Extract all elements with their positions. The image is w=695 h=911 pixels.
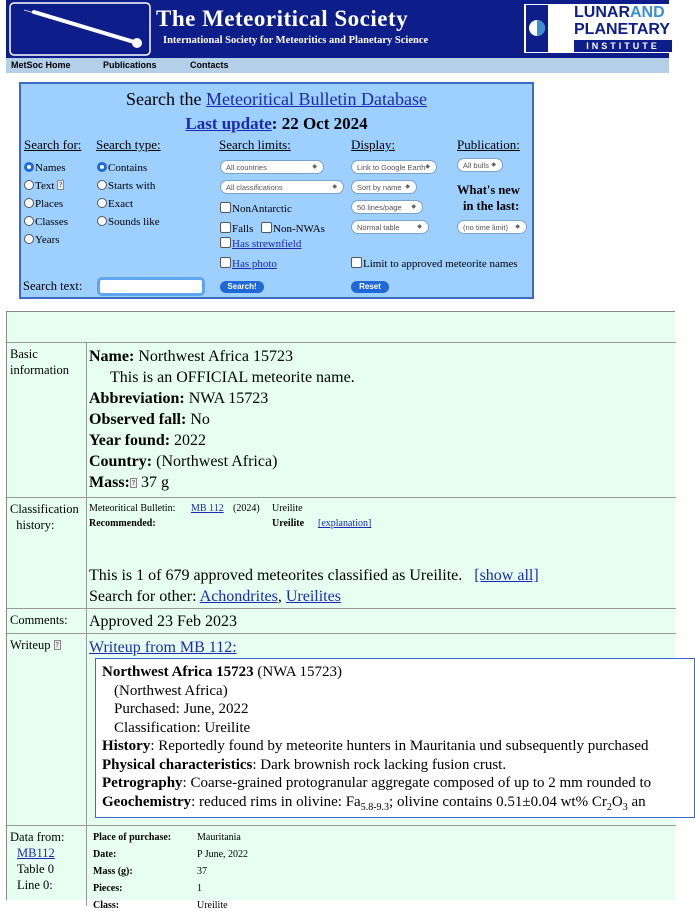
classification-values: Meteoritical Bulletin: MB 112 (2024) Ureilite Recommended: Ureilite [explanation] This is 1 of 679 approved meteorites classified as Ureilite. [show all] Search for other: Achondrites, Ureilites	[89, 503, 539, 605]
results-table	[6, 311, 675, 911]
writeup-row	[7, 634, 676, 826]
display-label: Display:	[351, 137, 396, 152]
classification-row	[7, 498, 676, 609]
classification-label: Classification history:	[7, 498, 87, 608]
show-all-link[interactable]: [show all]	[474, 567, 539, 584]
official-note: This is an OFFICIAL meteorite name.	[110, 369, 355, 386]
meteorite-name: Northwest Africa 15723	[138, 348, 293, 365]
google-earth-select[interactable]: Link to Google Earth ◆	[351, 160, 437, 174]
radio-exact[interactable]: Exact	[97, 198, 133, 210]
mass: 37 g	[141, 474, 169, 491]
strewnfield-checkbox[interactable]: Has strewnfield	[220, 237, 301, 250]
help-icon[interactable]: ?	[59, 181, 63, 189]
last-update-link[interactable]: Last update	[185, 114, 272, 133]
results-header-row	[7, 312, 676, 343]
classifications-select[interactable]: All classifications ◆	[220, 180, 344, 194]
nav-contacts[interactable]: Contacts	[190, 60, 229, 70]
search-text-label: Search text:	[23, 279, 83, 293]
search-panel	[19, 82, 534, 299]
data-from-label: Data from: MB112 Table 0 Line 0:	[7, 826, 87, 906]
writeup-label: Writeup ?	[7, 634, 87, 825]
data-from-row	[7, 826, 676, 911]
mass-help-icon[interactable]: ?	[131, 479, 135, 487]
radio-text[interactable]: Text ?	[24, 180, 64, 192]
approved-count-text: This is 1 of 679 approved meteorites classified as Ureilite.	[89, 567, 463, 584]
radio-contains[interactable]: Contains	[97, 162, 147, 174]
lines-select[interactable]: 50 lines/page ◆	[351, 200, 423, 214]
nav-publications[interactable]: Publications	[103, 60, 157, 70]
data-from-values: Place of purchase: Mauritania Date: P June, 2022 Mass (g): 37 Pieces: 1 Class: Ureilite	[93, 832, 249, 911]
lpi-emblem-icon	[526, 5, 548, 52]
search-title: Search the Meteoritical Bulletin Database	[126, 89, 427, 109]
non-nwas-checkbox[interactable]: Non-NWAs	[261, 222, 325, 235]
sort-select[interactable]: Sort by name ◆	[351, 180, 417, 194]
in-the-last-label: in the last:	[463, 199, 520, 213]
year-found: 2022	[174, 432, 207, 449]
radio-places[interactable]: Places	[24, 198, 63, 210]
radio-names[interactable]: Names	[24, 162, 66, 174]
basic-info-values: Name: Northwest Africa 15723 This is an OFFICIAL meteorite name. Abbreviation: NWA 15723 Observed fall: No Year found: 2022 Country: (Northwest Africa) Mass: ? 37 g	[89, 343, 676, 497]
explanation-link[interactable]: [explanation]	[318, 518, 372, 529]
whats-new-label: What's new	[457, 183, 520, 197]
writeup-box: Northwest Africa 15723 (NWA 15723) (Northwest Africa) Purchased: June, 2022 Classification: Ureilite History: Reportedly found by meteorite hunters in Mauritania und subsequently purchased Physical characteristics: Dark brownish rock lacking fusion crust. Petrography: Coarse-grained protogranular aggregate composed of up to 2 mm rounded to Geochemistry: reduced rims in olivine: $Fa_{5.8-9.3}$; olivine contains 0.51±0.04 wt% $Cr_2O_3$ an	[95, 658, 695, 818]
search-button[interactable]: Search!	[220, 281, 264, 293]
limit-approved-checkbox[interactable]: Limit to approved meteorite names	[351, 257, 518, 270]
comments-label: Comments:	[7, 609, 87, 633]
comments-row	[7, 609, 676, 634]
comments-value: Approved 23 Feb 2023	[89, 613, 237, 630]
nav-metsoc-home[interactable]: MetSoc Home	[11, 60, 71, 70]
publication-label: Publication:	[457, 137, 520, 152]
writeup-link[interactable]: Writeup from MB 112:	[89, 639, 237, 656]
basic-info-row	[7, 343, 676, 498]
basic-info-label: Basic information	[7, 343, 87, 497]
lpi-line1: LUNARAND	[574, 4, 665, 21]
ureilites-link[interactable]: Ureilites	[285, 588, 341, 605]
time-limit-select[interactable]: (no time limit) ◆	[457, 220, 527, 234]
bulls-select[interactable]: All bulls ◆	[457, 158, 503, 172]
falls-checkbox[interactable]: Falls	[220, 222, 253, 235]
nonantarctic-checkbox[interactable]: NonAntarctic	[220, 202, 292, 215]
mb112-data-link[interactable]: MB112	[17, 846, 55, 860]
mb112-link[interactable]: MB 112	[191, 503, 224, 514]
database-link[interactable]: Meteoritical Bulletin Database	[206, 89, 427, 109]
table-select[interactable]: Normal table ◆	[351, 220, 429, 234]
writeup-help-icon[interactable]: ?	[55, 641, 59, 649]
country: (Northwest Africa)	[156, 453, 278, 470]
search-limits-label: Search limits:	[219, 137, 291, 152]
search-type-label: Search type:	[96, 137, 161, 152]
abbreviation: NWA 15723	[188, 390, 269, 407]
radio-classes[interactable]: Classes	[24, 216, 68, 228]
radio-starts-with[interactable]: Starts with	[97, 180, 155, 192]
lpi-line3: INSTITUTE	[574, 40, 672, 52]
observed-fall: No	[190, 411, 210, 428]
nav-bar	[6, 58, 669, 73]
search-text-input[interactable]	[97, 277, 205, 296]
meteor-logo-icon[interactable]	[6, 0, 154, 58]
radio-years[interactable]: Years	[24, 234, 60, 246]
radio-sounds-like[interactable]: Sounds like	[97, 216, 160, 228]
society-title: The Meteoritical Society	[156, 6, 409, 31]
search-for-label: Search for:	[24, 137, 82, 152]
site-header	[6, 0, 669, 58]
photo-checkbox[interactable]: Has photo	[220, 257, 277, 270]
lpi-line2: PLANETARY	[574, 21, 670, 38]
last-update: Last update: 22 Oct 2024	[185, 114, 368, 133]
achondrites-link[interactable]: Achondrites	[199, 588, 278, 605]
lpi-logo[interactable]	[524, 4, 674, 53]
reset-button[interactable]: Reset	[351, 281, 389, 293]
countries-select[interactable]: All countries ◆	[220, 160, 324, 174]
society-subtitle: International Society for Meteoritics and Planetary Science	[163, 35, 429, 46]
